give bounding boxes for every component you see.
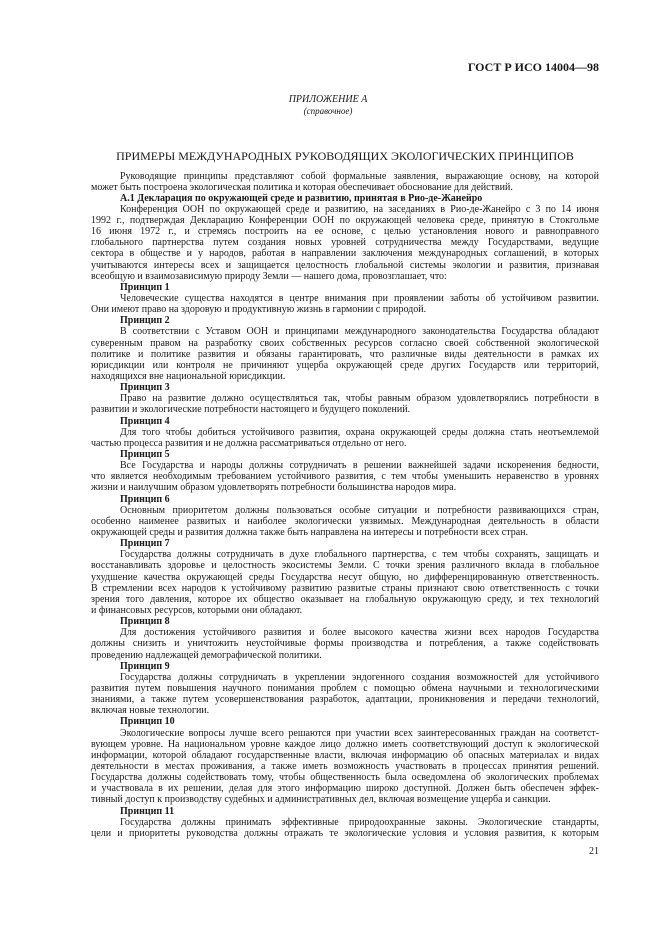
appendix-label: ПРИЛОЖЕНИЕ А [288,94,368,105]
principle-11 [91,806,599,839]
text-line: может быть построена экологическая политика и которая обеспечивает обоснование для действий. [91,181,513,193]
text-line: ухудшение качества окружающей среды Государства несут общую, но дифференцированную ответственность. [91,571,599,583]
text-line: зрения того давления, которое их общество оказывает на глобальную окружающую среду, и тех технологий [91,593,599,605]
intro-paragraph [91,171,599,193]
text-line: включая новые технологии. [91,705,210,717]
text-line: Для достижения устойчивого развития и более высокого качества жизни всех народов Государства [120,627,599,639]
principle-9 [91,661,599,717]
text-line: Конференция ООН по окружающей среде и развитию, на заседаниях в Рио-де-Жанейро с 3 по 14 июня [120,203,599,215]
principle-5 [91,449,599,494]
principle-10 [91,716,599,805]
document-code: ГОСТ Р ИСО 14004—98 [467,60,599,74]
principle-3 [91,382,599,415]
text-line: 16 июня 1972 г., и стремясь построить на ее основе, с целью установления нового и равноправного [91,226,599,238]
principle-heading: Принцип 8 [120,616,170,628]
principle-heading: Принцип 3 [120,382,170,394]
text-line: Они имеют право на здоровую и продуктивную жизнь в гармонии с природой. [91,304,427,316]
text-line: Право на развитие должно осуществляться так, чтобы равным образом удовлетворялись потребности в [120,393,599,405]
principle-heading: Принцип 5 [120,449,170,461]
text-line: особенно наименее развитых и наиболее экологически уязвимых. Международная деятельность в области [91,515,599,527]
text-line: В стремлении всех народов к устойчивому развитию развитые страны признают свою ответственность с точки [91,582,599,594]
principle-heading: Принцип 2 [120,315,170,327]
principle-heading: Принцип 9 [120,660,170,672]
text-line: Государства должны сотрудничать в укреплении эндогенного создания возможностей для устойчивого [120,671,599,683]
principle-7 [91,538,599,616]
text-line: сектора в обществе и у народов, работая в направлении заключения международных соглашений, в которых [91,248,599,260]
text-line: Для того чтобы добиться устойчивого развития, охрана окружающей среды должна стать неотъемлемой [120,426,599,438]
text-line: Государства должны содействовать тому, чтобы общественность была осведомлена об экологических проблемах [91,772,599,784]
text-line: и участвовала в их решении, делая для этого информацию широко доступной. Должен быть обеспечен эффек- [91,783,599,795]
text-line: Экологические вопросы лучше всего решаются при участии всех заинтересованных граждан на соответст- [120,727,599,739]
text-line: Человеческие существа находятся в центре внимания при проявлении заботы об устойчивом развитии. [120,293,599,305]
text-line: Руководящие принципы представляют собой формальные заявления, выражающие основу, на которой [120,170,599,182]
principle-heading: Принцип 4 [120,415,170,427]
appendix-title: ПРИМЕРЫ МЕЖДУНАРОДНЫХ РУКОВОДЯЩИХ ЭКОЛОГИЧЕСКИХ ПРИНЦИПОВ [116,149,574,163]
principle-heading: Принцип 10 [120,716,175,728]
principle-2 [91,315,599,382]
text-line: окружающей среды и развития должна также быть направлена на интересы и потребности всех стран. [91,527,528,538]
appendix-status: (справочное) [303,106,353,116]
principle-4 [91,416,599,449]
text-line: жизни и наилучшим образом удовлетворять потребности большинства народов мира. [91,482,457,494]
text-line: глобального партнерства путем создания новых уровней сотрудничества между Государствами, ведущие [91,237,599,249]
principle-6 [91,494,599,539]
principle-heading: Принцип 6 [120,493,170,505]
text-line: и финансовых ресурсов, которыми они обладают. [91,604,303,616]
text-line: учитываются интересы всех и защищается целостность глобальной системы экологии и развития, признавая [91,259,599,271]
text-line: политике и политике развития и обязаны гарантировать, что различные виды деятельности в рамках их [91,348,599,360]
principle-8 [91,616,599,661]
text-line: Государства должны принимать эффективные природоохранные законы. Экологические стандарты, [120,816,599,828]
text-line: находящихся вне национальной юрисдикции. [91,371,286,383]
section-heading: А.1 Декларация по окружающей среде и развитию, принятая в Рио-де-Жанейро [120,192,483,204]
text-line: всеобщую и взаимозависимую природу Земли — нашего дома, провозглашает, что: [91,270,447,282]
text-line: развитии и экологические потребности настоящего и будущего поколений. [91,404,411,416]
text-line: юрисдикции или контроля не причиняют ущерба окружающей среде других Государств или территорий, [91,359,599,371]
text-line: деятельности в местах проживания, а также иметь возможность участвовать в процессах принятия решений. [91,760,599,772]
text-line: что является необходимым требованием устойчивого развития, с тем чтобы уменьшить неравенство в уровнях [91,471,599,483]
text-line: развития путем повышения научного понимания проблем с помощью обмена научными и технологическими [91,682,599,694]
text-line: тивный доступ к производству судебных и административных дел, включая возмещение ущерба и санкции. [91,794,551,806]
principle-heading: Принцип 7 [120,538,170,550]
text-line: проведению надлежащей демографической политики. [91,649,322,661]
document-body [91,171,599,839]
text-line: Основным приоритетом должны пользоваться особые ситуации и потребности развивающихся стран, [120,504,599,516]
text-line: восстанавливать здоровье и целостность экосистемы Земли. С точки зрения различного вклада в глобальное [91,560,599,572]
principle-heading: Принцип 11 [120,805,175,817]
text-line: суверенным правом на разработку своих собственных ресурсов согласно своей собственной экологической [91,337,599,349]
text-line: частью процесса развития и не должна рассматриваться отдельно от него. [91,437,407,449]
page-number: 21 [589,846,599,857]
text-line: цели и приоритеты руководства должны отражать те экологические условия и условия развития, к которым [91,827,599,839]
principle-heading: Принцип 1 [120,281,170,293]
text-line: В соответствии с Уставом ООН и принципами международного законодательства Государства обладают [120,326,599,338]
text-line: информации, которой обладают государственные власти, включая информацию об опасных материалах и видах [91,749,599,761]
text-line: должны снизить и уничтожить неустойчивые формы производства и потребления, а также содействовать [91,638,599,650]
text-line: Все Государства и народы должны сотрудничать в решении важнейшей задачи искоренения бедности, [120,460,599,472]
text-line: 1992 г., подтверждая Декларацию Конференции ООН по окружающей человека среде, принятую в Стокгольме [91,215,599,227]
preamble-paragraph [91,204,599,282]
text-line: Государства должны сотрудничать в духе глобального партнерства, с тем чтобы сохранять, защищать и [120,549,599,561]
text-line: вующем уровне. На национальном уровне каждое лицо должно иметь соответствующий доступ к экологической [91,738,599,750]
text-line: знаниями, а также путем усовершенствования разработок, адаптации, проникновения и передачи технологий, [91,694,599,706]
principle-1 [91,282,599,315]
